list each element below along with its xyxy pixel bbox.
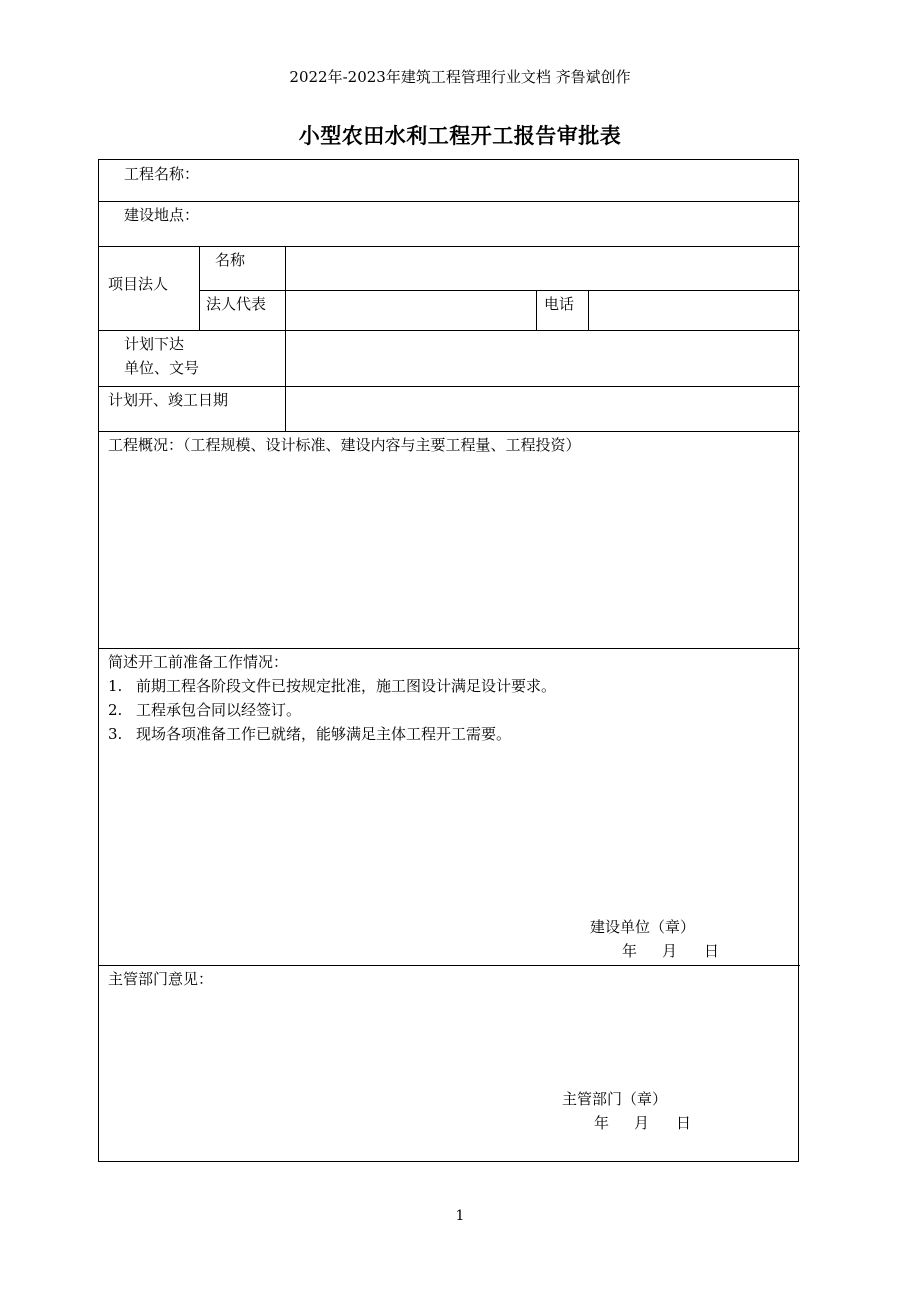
representative-field[interactable] — [289, 294, 532, 326]
prep-item-text: 现场各项准备工作已就绪，能够满足主体工程开工需要。 — [136, 725, 512, 743]
plan-issuer-field[interactable] — [289, 334, 794, 382]
representative-label: 法人代表 — [206, 295, 267, 313]
plan-dates-label: 计划开、竣工日期 — [108, 391, 229, 409]
prep-item-text: 前期工程各阶段文件已按规定批准，施工图设计满足设计要求。 — [136, 677, 557, 695]
entity-name-label: 名称 — [215, 251, 246, 269]
col-divider — [285, 246, 286, 431]
prep-item-number: 2. — [108, 701, 123, 719]
project-name-label: 工程名称： — [124, 165, 200, 183]
builder-seal-label: 建设单位（章） — [590, 918, 696, 936]
prep-label: 简述开工前准备工作情况： — [108, 653, 289, 671]
row-divider — [199, 290, 800, 291]
overview-label: 工程概况：（工程规模、设计标准、建设内容与主要工程量、工程投资） — [108, 436, 581, 454]
col-divider — [588, 290, 589, 331]
legal-person-label: 项目法人 — [108, 275, 169, 293]
prep-item-number: 3. — [108, 725, 123, 743]
dept-date-month: 月 — [634, 1114, 650, 1132]
plan-dates-field[interactable] — [289, 390, 794, 427]
dept-date-day: 日 — [676, 1114, 692, 1132]
phone-field[interactable] — [592, 294, 794, 326]
site-field[interactable] — [209, 205, 789, 239]
row-divider — [99, 386, 800, 387]
dept-opinion-label: 主管部门意见： — [108, 970, 214, 988]
page-header: 2022年-2023年建筑工程管理行业文档 齐鲁斌创作 — [289, 68, 631, 86]
approval-form — [98, 159, 799, 1162]
dept-date-year: 年 — [594, 1114, 610, 1132]
plan-issuer-label-line2: 单位、文号 — [124, 359, 200, 377]
dept-seal-label: 主管部门（章） — [562, 1090, 668, 1108]
entity-name-field[interactable] — [289, 250, 794, 286]
builder-date-year: 年 — [622, 942, 638, 960]
plan-issuer-label-line1: 计划下达 — [124, 335, 185, 353]
dept-opinion-field[interactable] — [108, 994, 793, 1084]
phone-label: 电话 — [544, 295, 575, 313]
row-divider — [99, 965, 800, 966]
row-divider — [99, 330, 800, 331]
page-number: 1 — [455, 1208, 465, 1224]
document-title: 小型农田水利工程开工报告审批表 — [298, 124, 622, 148]
site-label: 建设地点： — [124, 206, 200, 224]
row-divider — [99, 246, 800, 247]
col-divider — [536, 290, 537, 331]
row-divider — [99, 201, 800, 202]
col-divider — [199, 246, 200, 331]
row-divider — [99, 648, 800, 649]
builder-date-month: 月 — [662, 942, 678, 960]
overview-field[interactable] — [108, 460, 793, 642]
prep-item-text: 工程承包合同以经签订。 — [136, 701, 302, 719]
project-name-field[interactable] — [209, 164, 789, 194]
row-divider — [99, 431, 800, 432]
builder-date-day: 日 — [704, 942, 720, 960]
prep-item-number: 1. — [108, 677, 123, 695]
